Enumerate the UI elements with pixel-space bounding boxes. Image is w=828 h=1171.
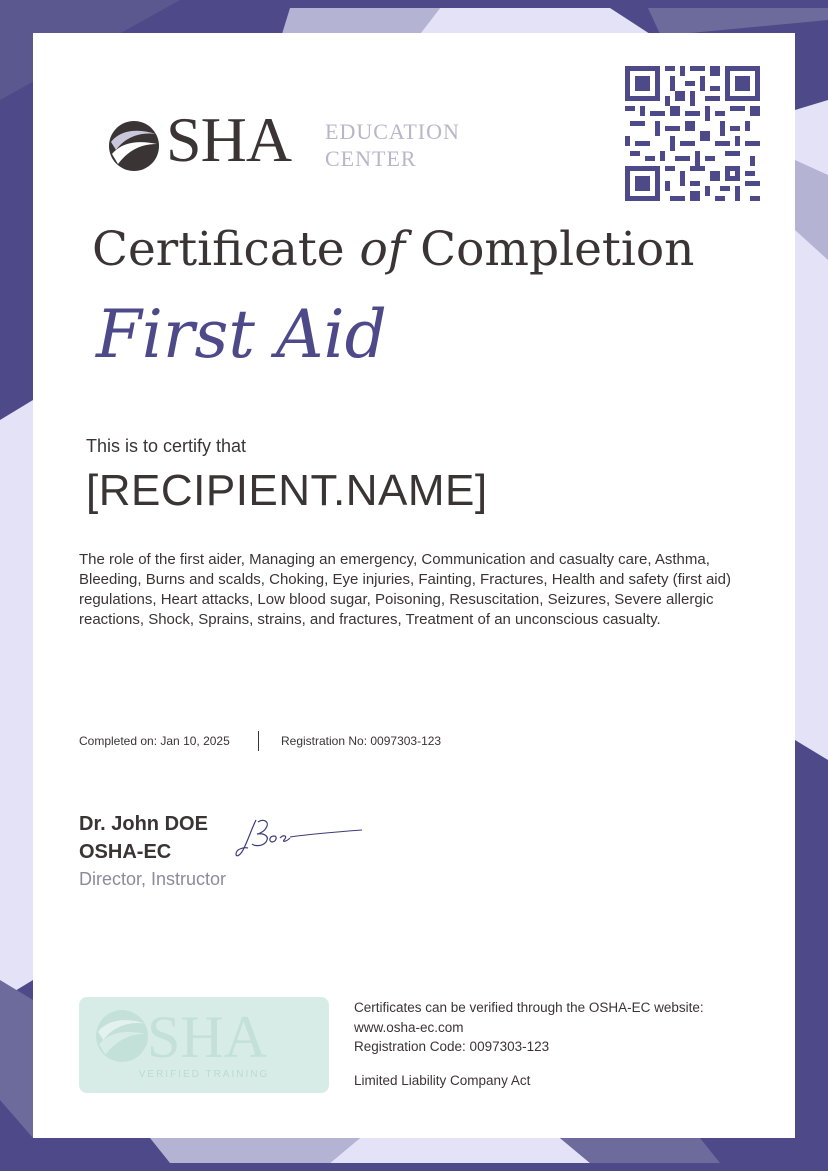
swirl-logo-icon [108,120,160,172]
certify-text: This is to certify that [86,436,247,456]
legal-text: Limited Liability Company Act [354,1073,531,1088]
course-name: First Aid [96,296,387,373]
logo-subtitle [325,118,460,172]
registration-number: Registration No: 0097303-123 [281,734,442,748]
verification-info [354,998,704,1057]
course-description: The role of the first aider, Managing an emergency, Communication and casualty care, Asthma, Bleeding, Burns and scalds, Choking, Eye injuries, Fainting, Fractures, Health and safety (first aid) regulations, Heart attacks, Low blood sugar, Poisoning, Resuscitation, Seizures, Severe allergic reactions, Shock, Sprains, strains, and fractures, Treatment of an unconscious casualty. [79,551,731,628]
badge-swirl-icon [95,1009,149,1063]
completion-date: Completed on: Jan 10, 2025 [79,734,230,748]
title-word-of: of [359,222,406,277]
verification-text: Certificates can be verified through the OSHA-EC website: [354,1000,704,1015]
signatory-name: Dr. John DOE [79,813,208,835]
logo-subtitle-line2: CENTER [325,146,417,171]
certificate-title [92,220,694,280]
title-word-certificate: Certificate [92,222,345,277]
verification-website-link[interactable]: www.osha-ec.com [354,1019,464,1035]
recipient-name: [RECIPIENT.NAME] [86,466,488,515]
badge-wordmark: SHA [147,1004,268,1070]
signatory-org: OSHA-EC [79,841,172,863]
logo-subtitle-line1: EDUCATION [325,119,460,144]
handwritten-signature [230,814,370,864]
osha-logo [108,104,488,178]
title-word-completion: Completion [420,222,695,277]
qr-code-icon[interactable] [625,66,760,201]
verified-training-badge [79,997,329,1093]
meta-divider [258,731,259,751]
logo-wordmark: SHA [166,104,292,175]
badge-caption: VERIFIED TRAINING [138,1069,270,1080]
signatory-role: Director, Instructor [79,869,227,889]
verification-registration-code: Registration Code: 0097303-123 [354,1039,550,1054]
